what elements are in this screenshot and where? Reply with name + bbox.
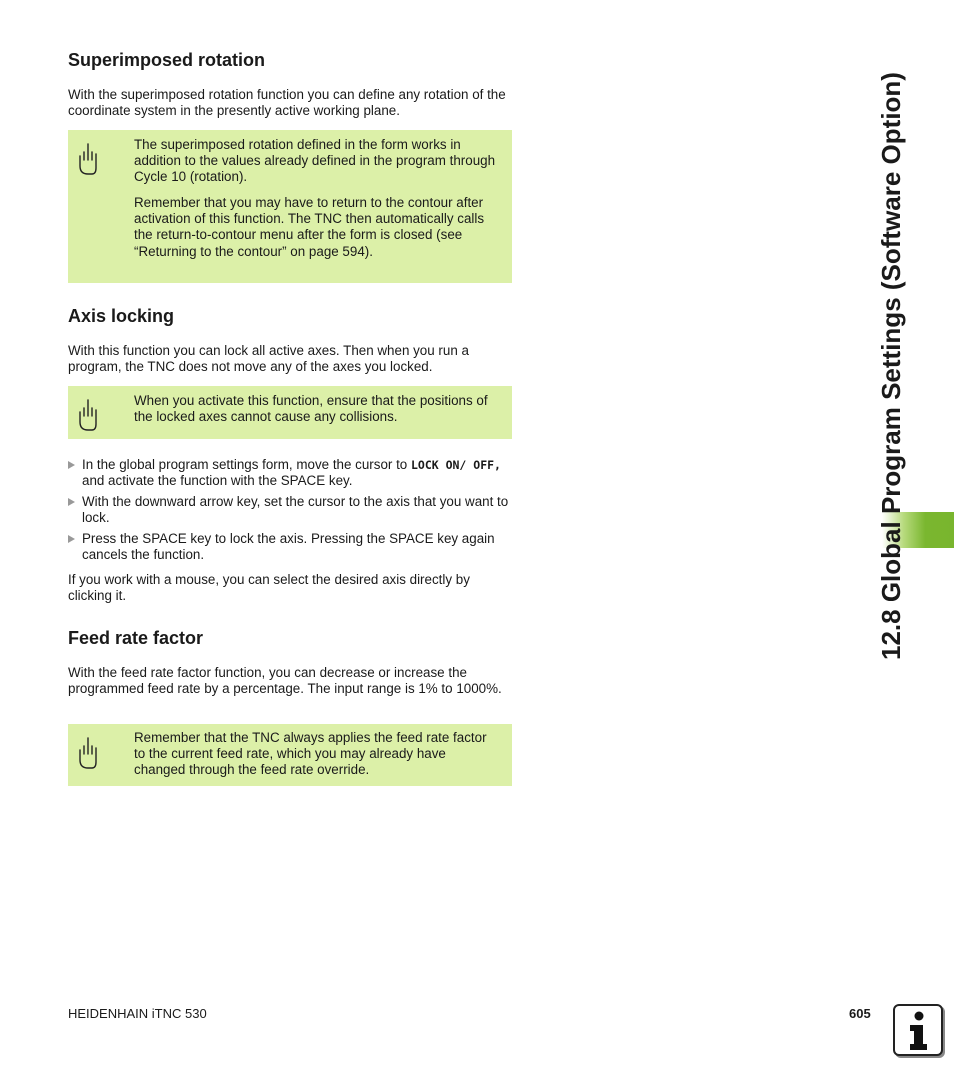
- triangle-bullet-icon: [68, 461, 75, 469]
- paragraph-axis-locking-mouse: If you work with a mouse, you can select the desired axis directly by clicking it.: [68, 572, 470, 604]
- note-text-superimposed-2: Remember that you may have to return to the contour after activation of this function. The TNC then automatically calls the return-to-contour menu after the form is closed (see “Returning to the contour” on page 594).: [134, 195, 485, 259]
- bullet-text-3: Press the SPACE key to lock the axis. Pressing the SPACE key again cancels the function.: [82, 531, 495, 563]
- info-icon: [893, 1004, 943, 1056]
- bullet-1-post: and activate the function with the SPACE key.: [82, 473, 353, 489]
- paragraph-superimposed-intro: With the superimposed rotation function you can define any rotation of the coordinate system in the presently active working plane.: [68, 87, 506, 119]
- pointing-hand-icon: [77, 398, 99, 432]
- footer-manual-name: HEIDENHAIN iTNC 530: [68, 1006, 207, 1021]
- heading-axis-locking: Axis locking: [68, 306, 175, 326]
- bullet-text-2: With the downward arrow key, set the cursor to the axis that you want to lock.: [82, 494, 509, 526]
- list-item-bullet-3: [68, 531, 512, 565]
- page-number: 605: [849, 1006, 871, 1021]
- note-box-axis-locking: [68, 386, 512, 439]
- list-item-bullet-1: [68, 457, 512, 491]
- note-box-feed-rate: [68, 724, 512, 786]
- bullet-text-1: [82, 457, 512, 489]
- code-lock-on-off: LOCK ON/ OFF,: [410, 458, 501, 472]
- paragraph-feed-rate-intro: With the feed rate factor function, you can decrease or increase the programmed feed rate by a percentage. The input range is 1% to 1000%.: [68, 665, 502, 697]
- note-box-superimposed: [68, 130, 512, 283]
- triangle-bullet-icon: [68, 535, 75, 543]
- list-item-bullet-2: [68, 494, 512, 528]
- paragraph-axis-locking-intro: With this function you can lock all active axes. Then when you run a program, the TNC does not move any of the axes you locked.: [68, 343, 469, 375]
- pointing-hand-icon: [77, 736, 99, 770]
- triangle-bullet-icon: [68, 498, 75, 506]
- note-text-superimposed-1: The superimposed rotation defined in the form works in addition to the values already defined in the program through Cycle 10 (rotation).: [134, 137, 496, 185]
- pointing-hand-icon: [77, 142, 99, 176]
- info-i-glyph: [895, 1006, 941, 1054]
- heading-superimposed-rotation: Superimposed rotation: [68, 50, 266, 70]
- side-chapter-title: 12.8 Global Program Settings (Software Option): [876, 72, 906, 660]
- bullet-1-pre: In the global program settings form, move the cursor to: [82, 457, 411, 472]
- heading-feed-rate-factor: Feed rate factor: [68, 628, 204, 648]
- note-text-feed-rate: Remember that the TNC always applies the feed rate factor to the current feed rate, which you may already have changed through the feed rate override.: [134, 730, 487, 778]
- note-text-axis-locking: When you activate this function, ensure that the positions of the locked axes cannot cause any collisions.: [134, 393, 488, 425]
